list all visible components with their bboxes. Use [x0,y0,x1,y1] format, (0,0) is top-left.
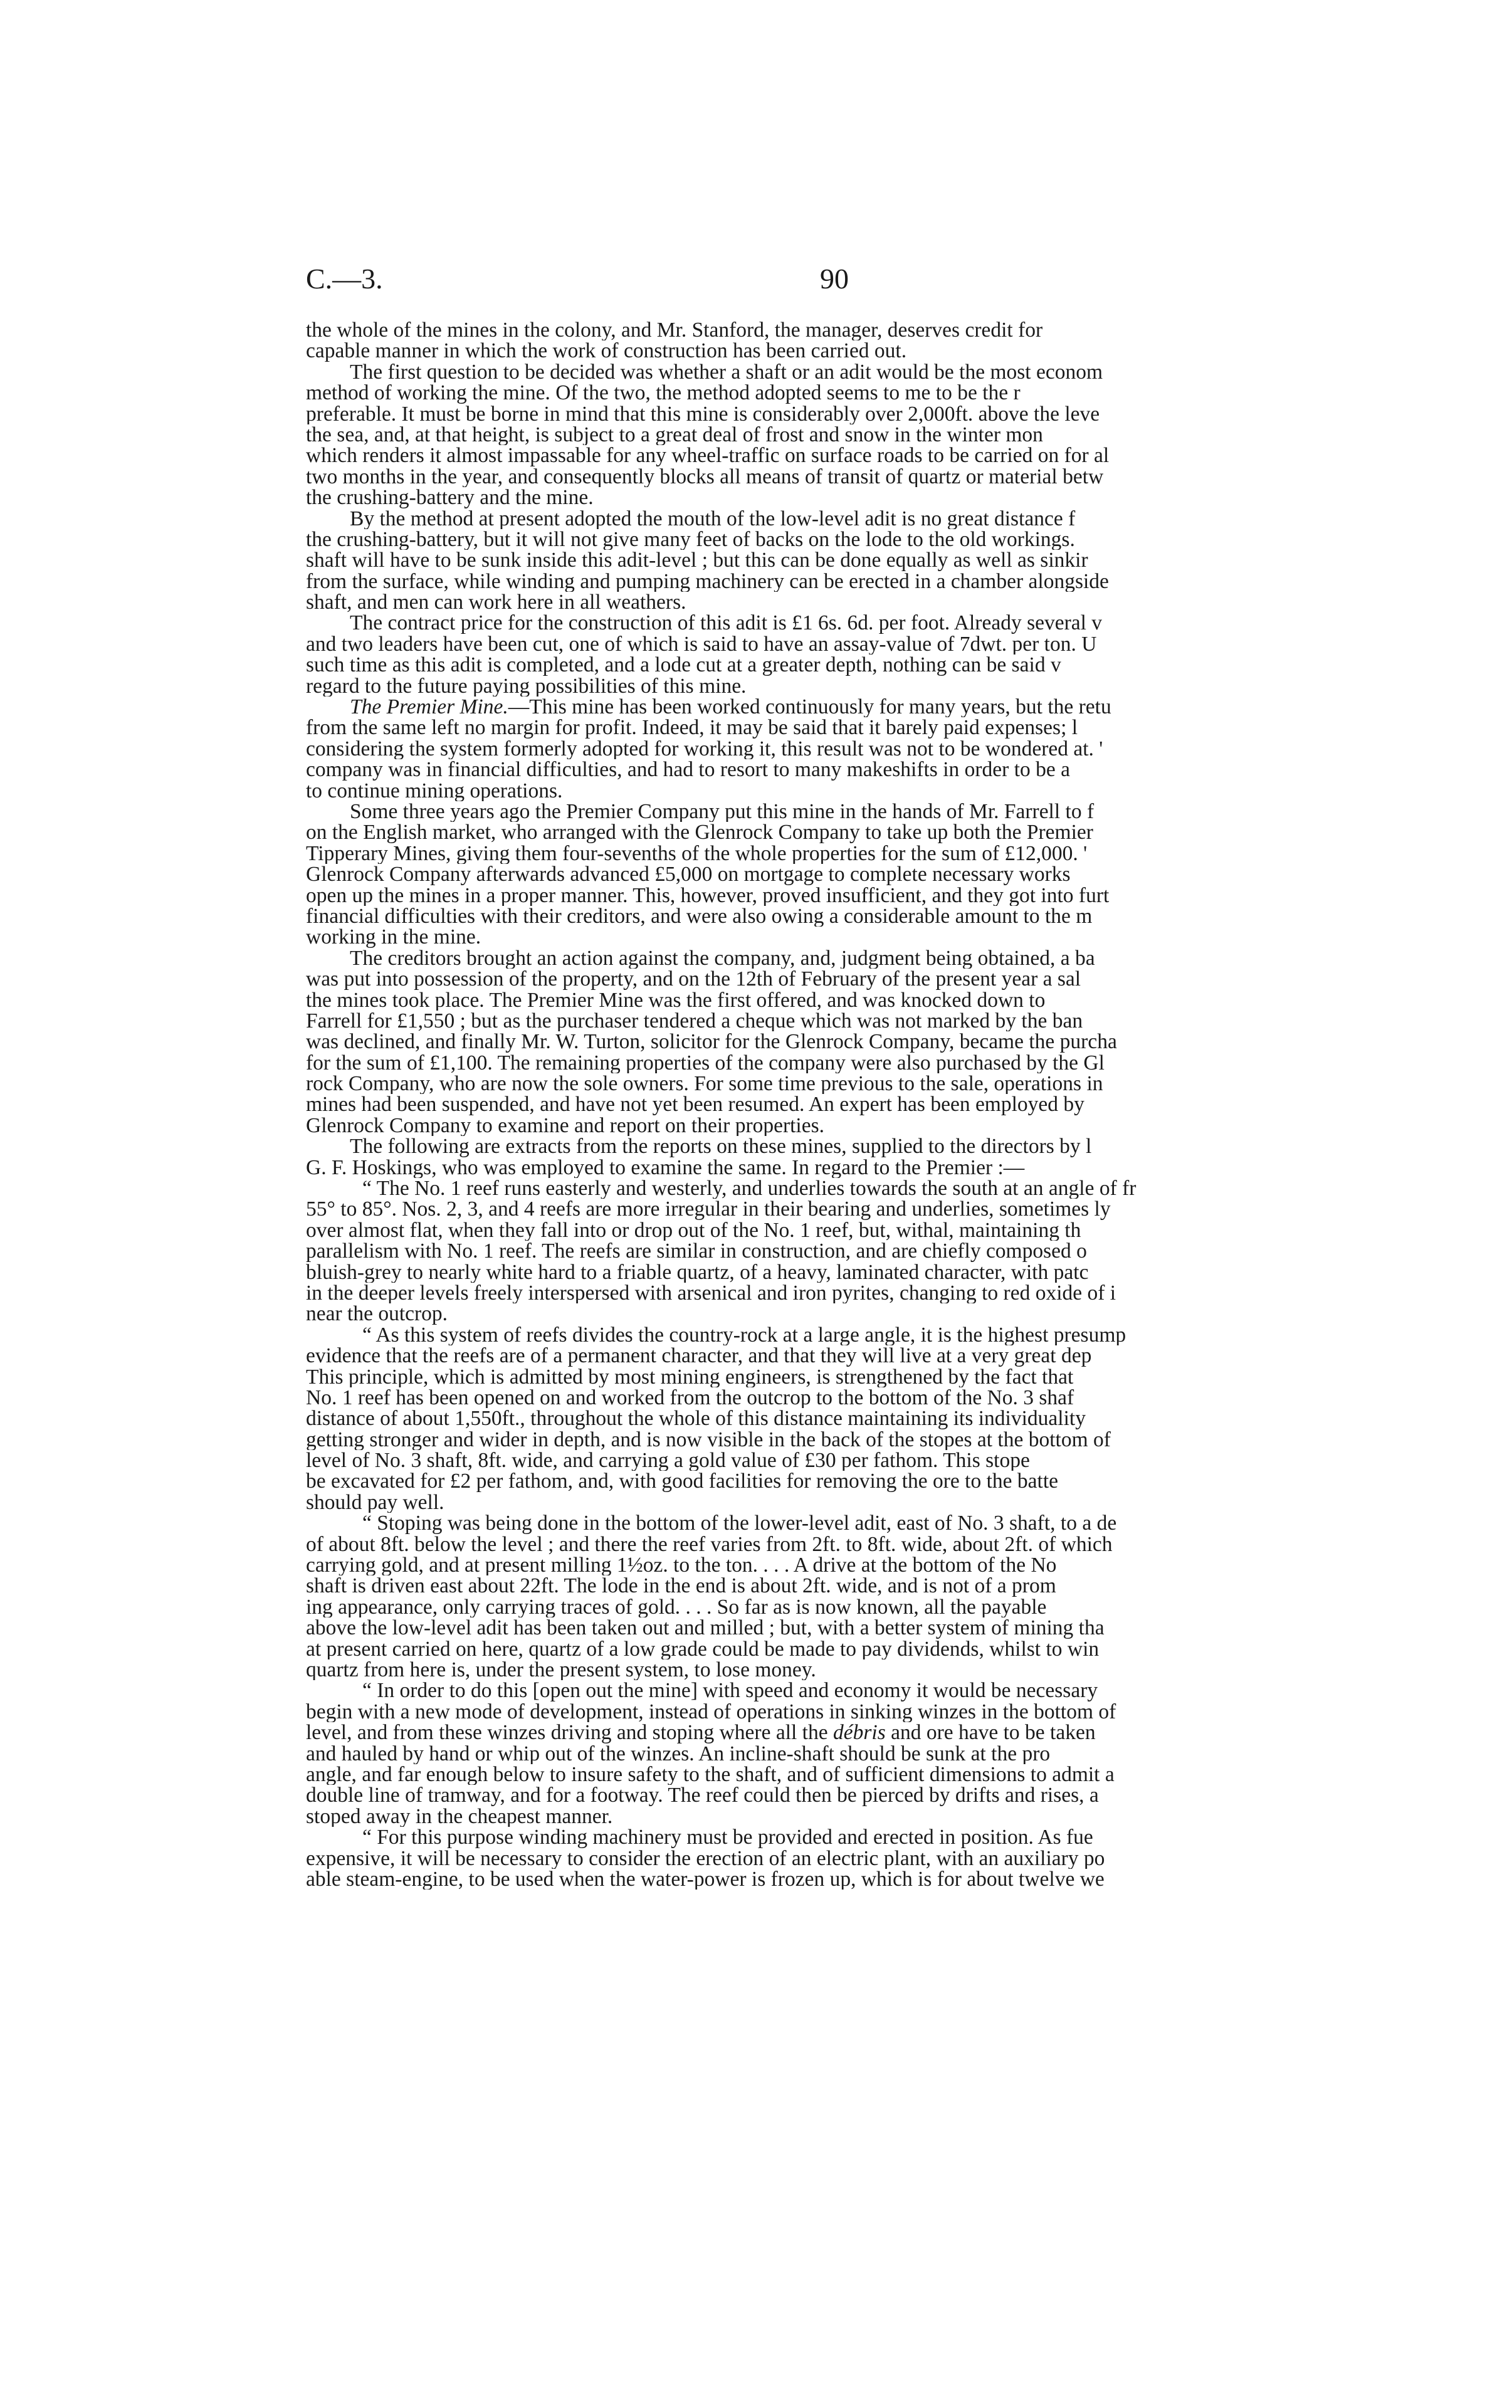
text-line: stoped away in the cheapest manner. [306,1806,613,1827]
paragraph [306,801,1340,948]
text-line: of about 8ft. below the level ; and there the reef varies from 2ft. to 8ft. wide, about 2ft. of which [306,1533,1113,1555]
paragraph [306,613,1340,697]
text-line: and hauled by hand or whip out of the winzes. An incline-shaft should be sunk at the pro [306,1743,1051,1764]
text-line: such time as this adit is completed, and a lode cut at a greater depth, nothing can be said v [306,655,1061,676]
text-line: the whole of the mines in the colony, and Mr. Stanford, the manager, deserves credit for [306,320,1043,341]
text-line: was declined, and finally Mr. W. Turton, solicitor for the Glenrock Company, became the purcha [306,1031,1117,1053]
text-line: company was in financial difficulties, and had to resort to many makeshifts in order to be a [306,759,1071,781]
page-header [306,262,1340,306]
text-line: Some three years ago the Premier Company put this mine in the hands of Mr. Farrell to f [350,801,1095,823]
text-line: preferable. It must be borne in mind that this mine is considerably over 2,000ft. above the leve [306,403,1100,424]
text-line: angle, and far enough below to insure safety to the shaft, and of sufficient dimensions to admit a [306,1764,1115,1785]
text-line: to continue mining operations. [306,780,563,801]
text-line: quartz from here is, under the present system, to lose money. [306,1659,816,1681]
paragraph [306,1513,1340,1680]
text-line: mines had been suspended, and have not yet been resumed. An expert has been employed by [306,1094,1084,1115]
text-line: Glenrock Company afterwards advanced £5,000 on mortgage to complete necessary works [306,864,1071,885]
text-line: financial difficulties with their creditors, and were also owing a considerable amount to the m [306,905,1093,927]
text-line: the sea, and, at that height, is subject to a great deal of frost and snow in the winter mon [306,424,1043,446]
section-heading: The Premier Mine. [350,697,508,718]
text-line: double line of tramway, and for a footway. The reef could then be pierced by drifts and rises, a [306,1785,1099,1806]
text-line: The first question to be decided was whether a shaft or an adit would be the most econom [350,361,1103,383]
text-line: shaft, and men can work here in all weathers. [306,592,686,613]
text-line: level of No. 3 shaft, 8ft. wide, and carrying a gold value of £30 per fathom. This stope [306,1450,1030,1471]
text-line: the crushing-battery, but it will not give many feet of backs on the lode to the old workings. [306,528,1075,550]
text-line: “ Stoping was being done in the bottom of the lower-level adit, east of No. 3 shaft, to a de [362,1513,1117,1534]
text-line: distance of about 1,550ft., throughout the whole of this distance maintaining its individuality [306,1408,1086,1429]
text-line: two months in the year, and consequently blocks all means of transit of quartz or material betw [306,466,1104,488]
text-line: working in the mine. [306,927,481,948]
text-line: the crushing-battery and the mine. [306,487,594,508]
text-line: method of working the mine. Of the two, the method adopted seems to me to be the r [306,382,1021,404]
text-line: which renders it almost impassable for any wheel-traffic on surface roads to be carried on for al [306,445,1110,466]
page-number: 90 [820,263,849,295]
text-line: for the sum of £1,100. The remaining properties of the company were also purchased by the Gl [306,1052,1105,1074]
text-line: No. 1 reef has been opened on and worked from the outcrop to the bottom of the No. 3 shaf [306,1387,1074,1409]
paragraph [306,508,1340,613]
text-line: expensive, it will be necessary to consider the erection of an electric plant, with an auxiliary po [306,1848,1105,1869]
text-line: over almost flat, when they fall into or drop out of the No. 1 reef, but, withal, maintaining th [306,1219,1081,1241]
text-line: shaft will have to be sunk inside this adit-level ; but this can be done equally as well as sinkir [306,550,1088,571]
text-line: from the surface, while winding and pumping machinery can be erected in a chamber alongside [306,570,1109,592]
text-line: above the low-level adit has been taken out and milled ; but, with a better system of mining tha [306,1617,1105,1639]
text-line: should pay well. [306,1491,444,1513]
text-line: parallelism with No. 1 reef. The reefs are similar in construction, and are chiefly composed o [306,1241,1087,1262]
text-line: “ In order to do this [open out the mine] with speed and economy it would be necessary [362,1680,1098,1701]
document-body [306,320,1340,2351]
text-line: ing appearance, only carrying traces of gold. . . . So far as is now known, all the payable [306,1596,1047,1618]
text-line: The creditors brought an action against the company, and, judgment being obtained, a ba [350,947,1095,969]
text-line: This principle, which is admitted by most mining engineers, is strengthened by the fact that [306,1366,1074,1387]
text-line: evidence that the reefs are of a permanent character, and that they will live at a very great dep [306,1345,1092,1367]
paragraph [306,948,1340,1137]
text-line: bluish-grey to nearly white hard to a friable quartz, of a heavy, laminated character, with patc [306,1261,1089,1283]
paragraph [306,1178,1340,1325]
paragraph [306,697,1340,801]
paragraph [306,362,1340,508]
text-line: Glenrock Company to examine and report on their properties. [306,1115,825,1137]
text-line: be excavated for £2 per fathom, and, with good facilities for removing the ore to the batte [306,1471,1058,1492]
paragraph [306,1827,1340,1890]
text-line: and two leaders have been cut, one of which is said to have an assay-value of 7dwt. per ton. U [306,633,1097,655]
text-line: The Premier Mine.—This mine has been worked continuously for many years, but the retu [350,697,1111,718]
text-line: “ For this purpose winding machinery must be provided and erected in position. As fue [362,1827,1093,1848]
paragraph [306,320,1340,362]
text-line: carrying gold, and at present milling 1½oz. to the ton. . . . A drive at the bottom of the No [306,1555,1057,1576]
text-line: from the same left no margin for profit. Indeed, it may be said that it barely paid expenses; l [306,717,1078,739]
text-line: shaft is driven east about 22ft. The lode in the end is about 2ft. wide, and is not of a prom [306,1575,1056,1597]
text-line: level, and from these winzes driving and stoping where all the débris and ore have to be taken [306,1722,1096,1743]
text-line: on the English market, who arranged with the Glenrock Company to take up both the Premier [306,822,1093,843]
text-line: regard to the future paying possibilities of this mine. [306,675,747,697]
italic-term: débris [832,1722,886,1743]
paragraph [306,1680,1340,1827]
text-line: rock Company, who are now the sole owners. For some time previous to the sale, operations in [306,1073,1103,1095]
text-line: capable manner in which the work of construction has been carried out. [306,340,907,362]
paragraph [306,1325,1340,1513]
text-line: open up the mines in a proper manner. This, however, proved insufficient, and they got into furt [306,885,1110,906]
text-line: The contract price for the construction of this adit is £1 6s. 6d. per foot. Already several v [350,613,1103,634]
text-line: “ As this system of reefs divides the country-rock at a large angle, it is the highest presump [362,1324,1126,1346]
text-line: “ The No. 1 reef runs easterly and westerly, and underlies towards the south at an angle of fr [362,1178,1137,1199]
text-line: G. F. Hoskings, who was employed to examine the same. In regard to the Premier :— [306,1157,1025,1179]
text-line: in the deeper levels freely interspersed with arsenical and iron pyrites, changing to red oxide of i [306,1282,1116,1304]
text-line: near the outcrop. [306,1303,448,1325]
text-line: considering the system formerly adopted for working it, this result was not to be wondered at. ' [306,738,1103,760]
text-line: By the method at present adopted the mouth of the low-level adit is no great distance f [350,508,1076,529]
document-code: C.—3. [306,263,383,295]
text-line: was put into possession of the property, and on the 12th of February of the present year a sal [306,969,1081,990]
text-line: the mines took place. The Premier Mine was the first offered, and was knocked down to [306,989,1046,1011]
text-line: Farrell for £1,550 ; but as the purchaser tendered a cheque which was not marked by the ban [306,1010,1083,1032]
text-line: 55° to 85°. Nos. 2, 3, and 4 reefs are more irregular in their bearing and underlies, sometimes ly [306,1199,1111,1220]
text-line: Tipperary Mines, giving them four-sevenths of the whole properties for the sum of £12,000. ' [306,843,1088,865]
text-line: able steam-engine, to be used when the water-power is frozen up, which is for about twelve we [306,1868,1105,1890]
text-line: begin with a new mode of development, instead of operations in sinking winzes in the bottom of [306,1701,1116,1723]
text-line: getting stronger and wider in depth, and is now visible in the back of the stopes at the bottom of [306,1429,1111,1451]
text-line: at present carried on here, quartz of a low grade could be made to pay dividends, whilst to win [306,1638,1100,1659]
paragraph [306,1136,1340,1178]
text-line: The following are extracts from the reports on these mines, supplied to the directors by l [350,1136,1092,1157]
